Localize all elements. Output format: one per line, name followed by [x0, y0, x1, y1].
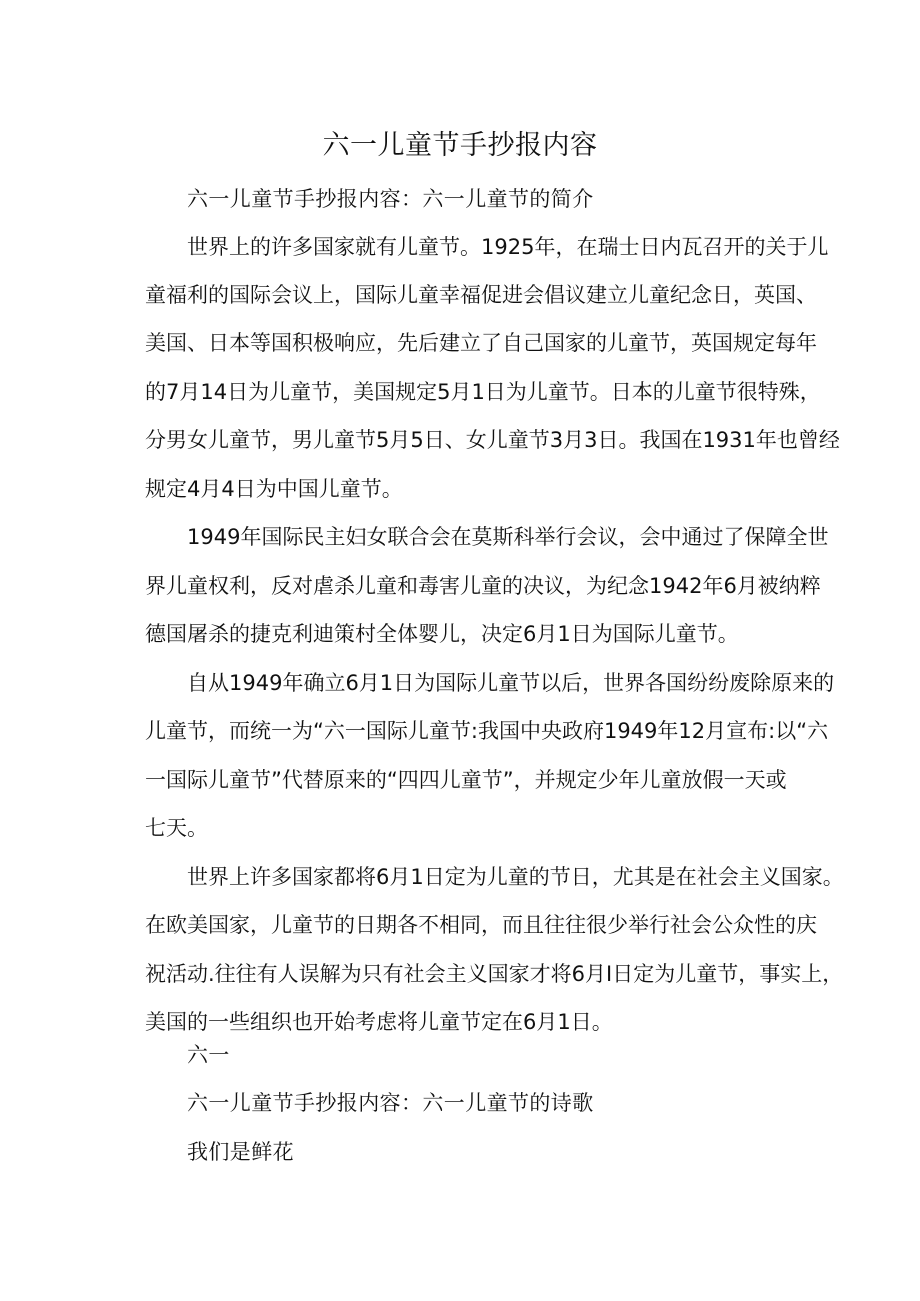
paragraph-4-line-3: 祝活动.往往有人误解为只有社会主义国家才将6月I日定为儿童节，事实上，: [145, 962, 844, 986]
paragraph-3-line-2: 儿童节，而统一为“六一国际儿童节:我国中央政府1949年12月宣布:以“六: [145, 719, 829, 743]
section-heading-intro: 六一儿童节手抄报内容：六一儿童节的简介: [187, 187, 594, 211]
paragraph-1-line-5: 分男女儿童节，男儿童节5月5日、女儿童节3月3日。我国在1931年也曾经: [145, 428, 840, 452]
paragraph-1-line-1: 世界上的许多国家就有儿童节。1925年，在瑞士日内瓦召开的关于儿: [187, 235, 829, 259]
paragraph-2-line-3: 德国屠杀的捷克利迪策村全体婴儿，决定6月1日为国际儿童节。: [145, 622, 739, 646]
page-title: 六一儿童节手抄报内容: [322, 130, 598, 161]
paragraph-1-line-3: 美国、日本等国积极响应，先后建立了自己国家的儿童节，英国规定每年: [145, 331, 817, 355]
poem-title: 我们是鲜花: [187, 1140, 294, 1164]
paragraph-1-line-2: 童福利的国际会议上，国际儿童幸福促进会倡议建立儿童纪念日，英国、: [145, 283, 817, 307]
paragraph-3-line-3: 一国际儿童节”代替原来的“四四儿童节”，并规定少年儿童放假一天或: [145, 768, 787, 792]
paragraph-4-line-2: 在欧美国家，儿童节的日期各不相同，而且往往很少举行社会公众性的庆: [145, 913, 817, 937]
paragraph-1-line-6: 规定4月4日为中国儿童节。: [145, 477, 403, 501]
paragraph-3-line-1: 自从1949年确立6月1日为国际儿童节以后，世界各国纷纷废除原来的: [187, 671, 835, 695]
paragraph-4-line-4: 美国的一些组织也开始考虑将儿童节定在6月1日。: [145, 1010, 613, 1034]
paragraph-4-line-1: 世界上许多国家都将6月1日定为儿童的节日，尤其是在社会主义国家。: [187, 865, 844, 889]
paragraph-3-line-4: 七天。: [145, 816, 208, 840]
paragraph-1-line-4: 的7月14日为儿童节，美国规定5月1日为儿童节。日本的儿童节很特殊，: [145, 380, 821, 404]
short-line: 六一: [187, 1043, 230, 1067]
paragraph-2-line-2: 界儿童权利，反对虐杀儿童和毒害儿童的决议，为纪念1942年6月被纳粹: [145, 574, 821, 598]
section-heading-poems: 六一儿童节手抄报内容：六一儿童节的诗歌: [187, 1091, 594, 1115]
paragraph-2-line-1: 1949年国际民主妇女联合会在莫斯科举行会议，会中通过了保障全世: [187, 525, 829, 549]
